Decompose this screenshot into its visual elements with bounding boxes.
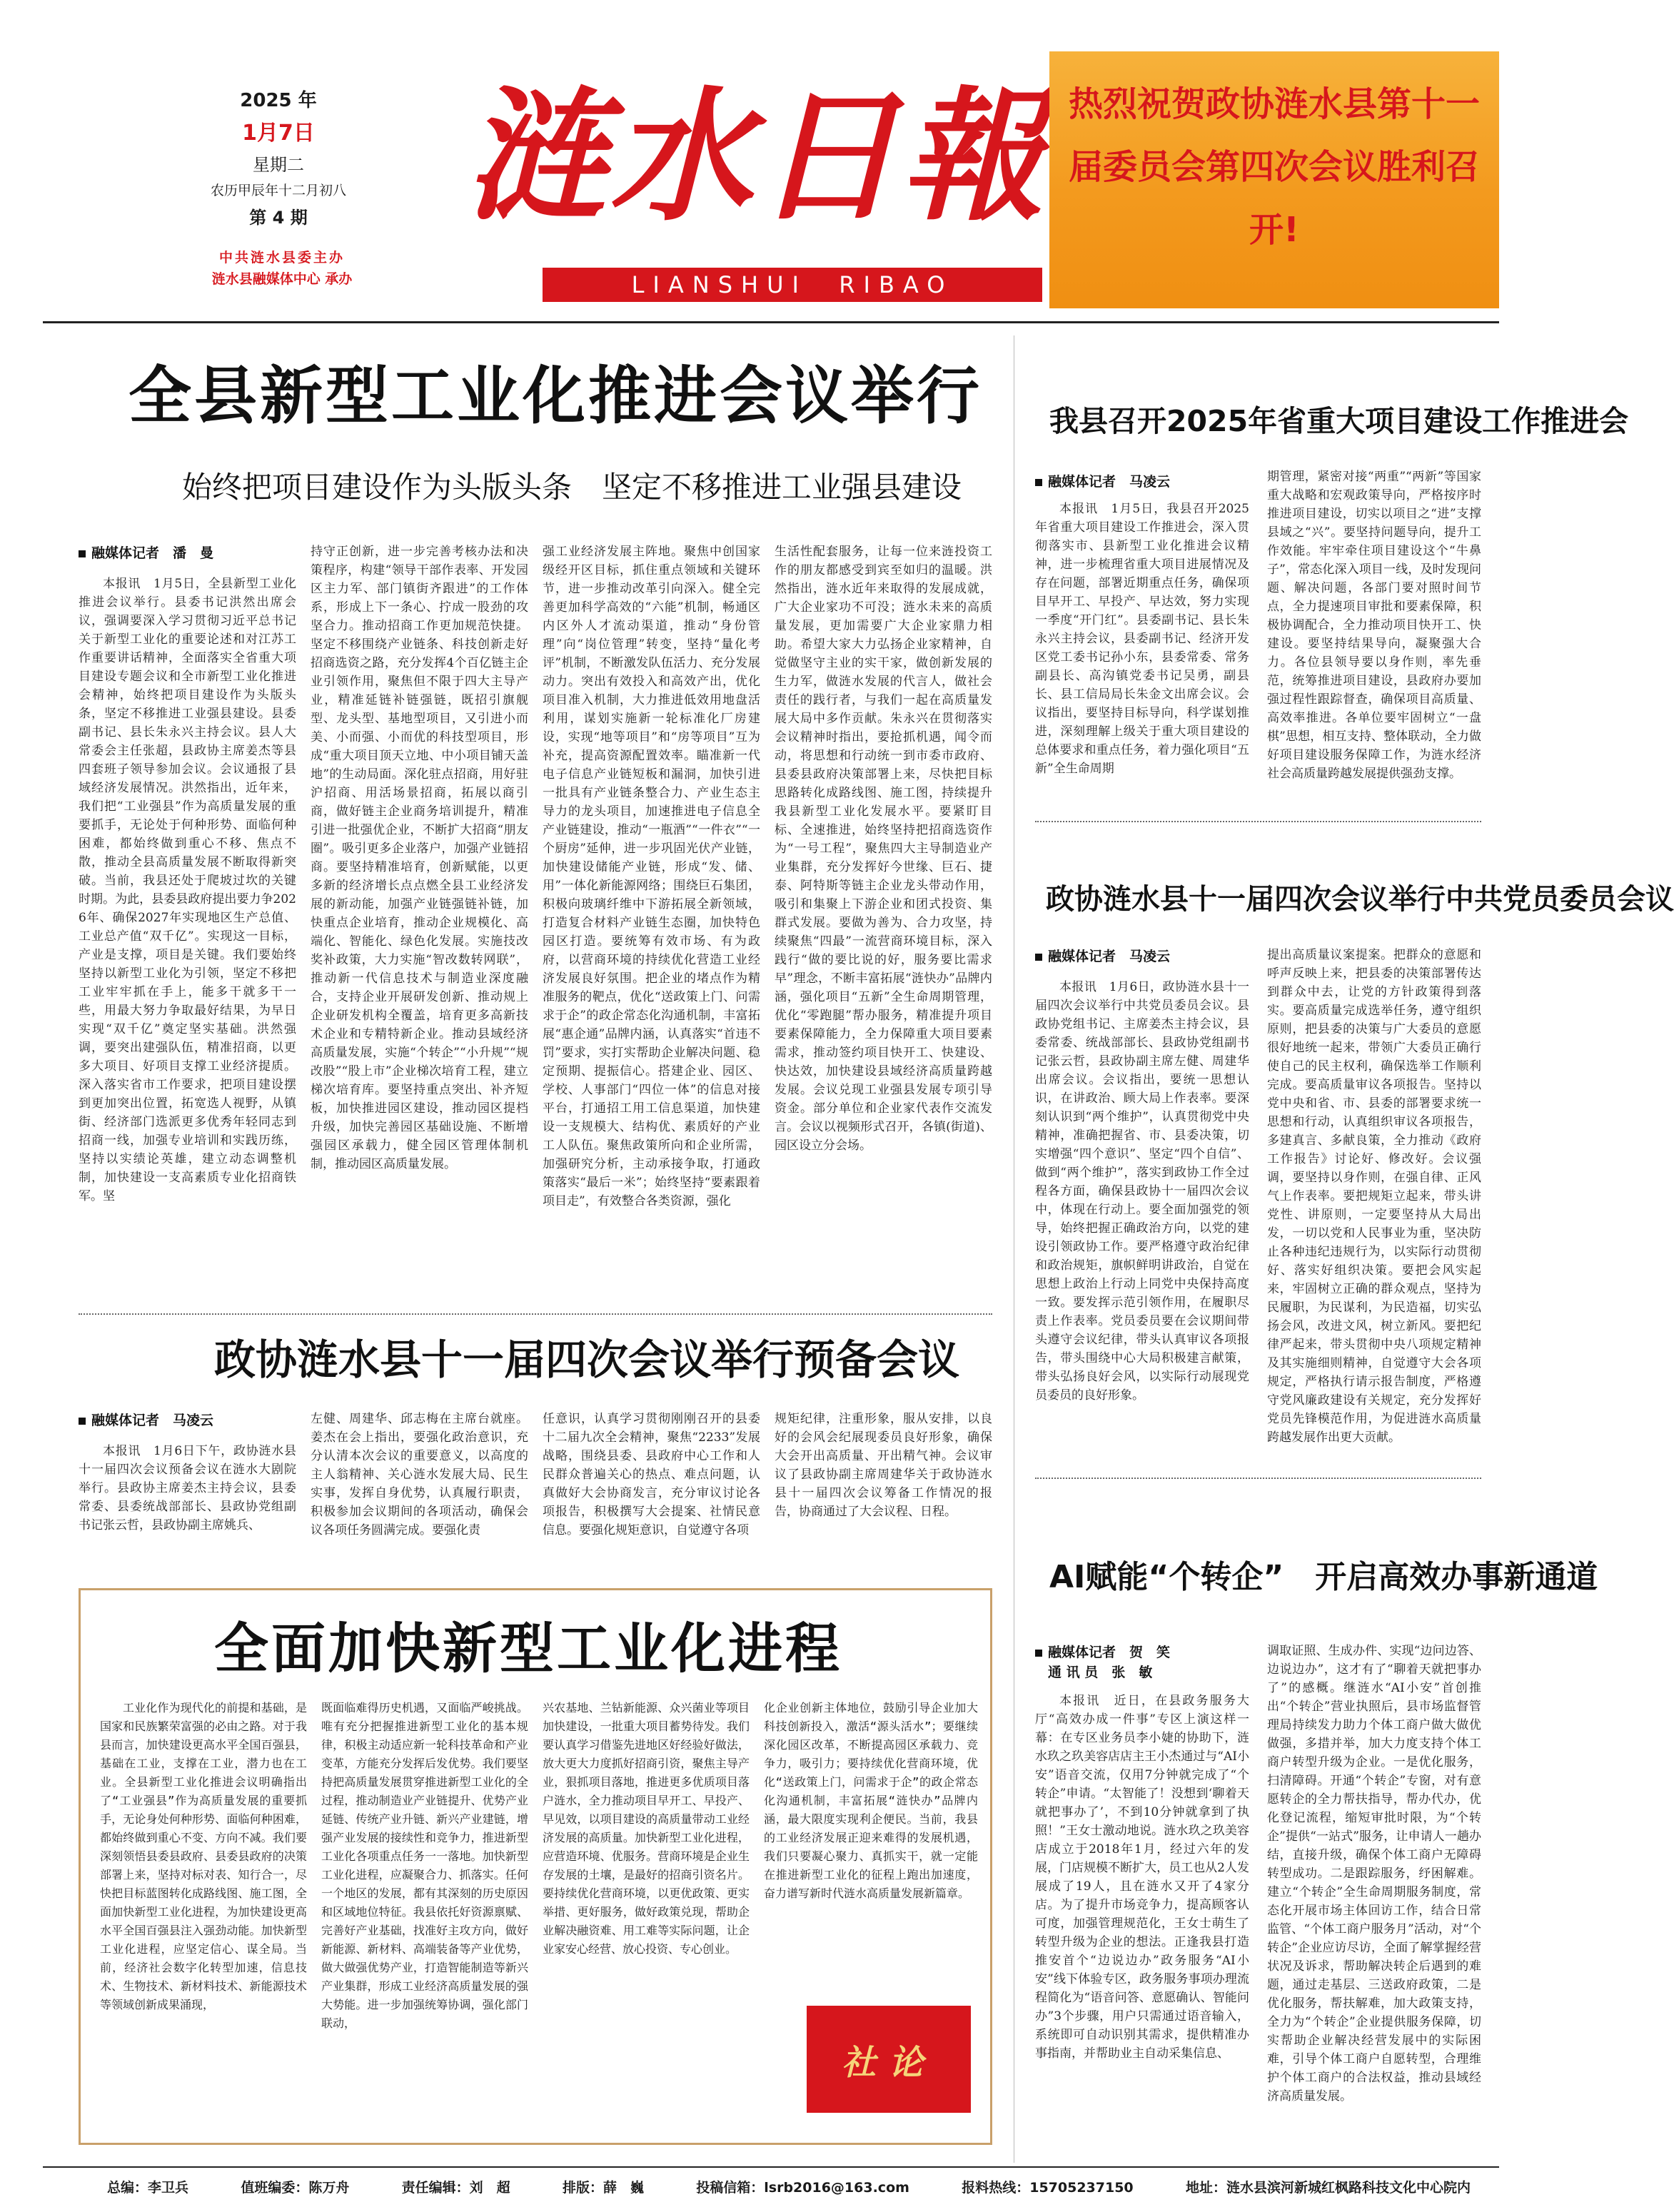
congrats-banner [1049,51,1499,308]
right3-byline-1: 融媒体记者 贺 笑 [1035,1642,1170,1661]
masthead-title: 涟水日報 [464,73,1047,241]
prep-byline: 融媒体记者 马凌云 [79,1410,213,1429]
right2-byline: 融媒体记者 马凌云 [1035,946,1170,965]
weekday: 星期二 [253,155,304,175]
right1-bottom-rule [1035,821,1481,822]
right2-column-1: 本报讯 1月6日，政协涟水县十一届四次会议举行中共党员委员会议。县政协党组书记、主席姜杰主持会议，县委常委、统战部部长、县政协党组副书记张云哲，县政协副主席左健、周建华出席会议。会议指出，要统一思想认识，在讲政治、顾大局上作表率。要深刻认识到“两个维护”，认真贯彻党中央精神，准确把握省、市、县委决策，切实增强“四个意识”、坚定“四个自信”、做到“两个维护”，落实到政协工作全过程各方面，确保县政协十一届四次会议中，体现在行动上。要全面加强党的领导，始终把握正确政治方向，以党的建设引领政协工作。要严格遵守政治纪律和政治规矩，旗帜鲜明讲政治，自觉在思想上政治上行动上同党中央保持高度一致。要发挥示范引领作用，在履职尽责上作表率。党员委员要在会议期间带头遵守会议纪律，带头认真审议各项报告，带头围绕中心大局积极建言献策，带头弘扬良好会风，以实际行动展现党员委员的良好形象。 [1035,980,1249,1403]
lead-column-3: 强工业经济发展主阵地。聚焦中创国家级经开区目标，抓住重点领域和关键环节，进一步推动改革引向深入。健全完善更加科学高效的“六能”机制，畅通区内区外人才流动渠道，推动“身份管理”向“岗位管理”转变，坚持“量化考评”机制，不断激发队伍活力、充分发展动力。突出有效投入和高效产出，优化项目准入机制，大力推进低效用地盘活利用，谋划实施新一轮标准化厂房建设，实现“地等项目”和“房等项目”互为补充，提高资源配置效率。瞄准新一代电子信息产业链短板和漏洞，加快引进一批具有产业链条整合力、产业生态主导力的龙头项目，加速推进电子信息全产业链建设，推动“一瓶酒”“一件衣”“一个厨房”延伸，进一步巩固光伏产业链，加快建设储能产业链，形成“发、储、用”一体化新能源网络；围绕巨石集团，积极向玻璃纤维中下游拓展全新领域，打造复合材料产业链生态圈，加快特色园区打造。要统筹有效市场、有为政府，以营商环境的持续优化营造工业经济发展良好氛围。把企业的堵点作为精准服务的靶点，优化“送政策上门、问需求于企”的政企常态化沟通机制，丰富拓展“惠企通”品牌内涵，认真落实“首违不罚”要求，实打实帮助企业解决问题、稳定预期、提振信心。搭建企业、园区、学校、人事部门“四位一体”的信息对接平台，打通招工用工信息渠道，加快建设一支规模大、结构优、素质好的产业工人队伍。聚焦政策所向和企业所需，加强研究分析，主动承接争取，打通政策落实“最后一米”；始终坚持“要素跟着项目走”，有效整合各类资源，强化 [543,545,760,1208]
right2-column-2: 提出高质量议案提案。把群众的意愿和呼声反映上来，把县委的决策部署传达到群众中去，让党的方针政策得到落实。要高质量完成选举任务，遵守组织原则，把县委的决策与广大委员的意愿很好地统一起来，带领广大委员正确行使自己的民主权利，确保选举工作顺利完成。要高质量审议各项报告。坚持以党中央和省、市、县委的部署要求统一思想和行动，认真组织审议各项报告，多建真言、多献良策，全力推动《政府工作报告》讨论好、修改好。会议强调，要坚持以身作则，在强自律、正风气上作表率。要把规矩立起来，带头讲党性、讲原则，一定要坚持从大局出发，一切以党和人民事业为重，坚决防止各种违纪违规行为，以实际行动贯彻好、落实好组织决策。要把会风实起来，牢固树立正确的群众观点，坚持为民履职，为民谋利，为民造福，切实弘扬会风，改进文风，树立新风。要把纪律严起来，带头贯彻中央八项规定精神及其实施细则精神，自觉遵守大会各项规定，严格执行请示报告制度，严格遵守党风廉政建设有关规定，充分发挥好党员先锋模范作用，为促进涟水高质量跨越发展作出更大贡献。 [1267,948,1481,1445]
prep-headline: 政协涟水县十一届四次会议举行预备会议 [214,1335,960,1384]
sponsor-line-1: 中共涟水县委主办 [218,250,345,266]
footer-responsible-editor: 责任编辑：刘 超 [401,2179,510,2196]
commentary-column-3: 兴农基地、兰钻新能源、众兴菌业等项目加快建设，一批重大项目蓄势待发。我们要认真学习借鉴先进地区好经验好做法，放大更大力度抓好招商引资，聚焦主导产业，狠抓项目落地，推进更多优质项目落户涟水，全力推动项目早开工、早投产、早见效，以项目建设的高质量带动工业经济发展的高质量。加快新型工业化进程，应营造环境、优服务。营商环境是企业生存发展的土壤，是最好的招商引资名片。要持续优化营商环境，以更优政策、更实举措、更好服务，做好政策兑现，帮助企业解决融资难、用工难等实际问题，让企业家安心经营、放心投资、专心创业。 [543,1701,750,1956]
prep-column-1: 本报讯 1月6日下午，政协涟水县十一届四次会议预备会议在涟水大剧院举行。县政协主席姜杰主持会议，县委常委、县委统战部部长、县政协党组副书记张云哲，县政协副主席姚兵、 [79,1444,296,1532]
lead-subtitle: 始终把项目建设作为头版头条 坚定不移推进工业强县建设 [182,470,962,505]
prep-column-2: 左健、周建华、邱志梅在主席台就座。姜杰在会上指出，要强化政治意识，充分认清本次会议的重要意义，以高度的主人翁精神、关心涟水发展大局、民生实事，发挥自身优势，认真履行职责，积极参加会议期间的各项活动，确保会议各项任务圆满完成。要强化责 [311,1412,528,1537]
right3-byline-2: 通 讯 员 张 敏 [1048,1665,1153,1680]
sponsor-block [207,247,357,290]
prep-column-3: 任意识，认真学习贯彻刚刚召开的县委十二届九次全会精神，聚焦“2233”发展战略，围绕县委、县政府中心工作和人民群众普遍关心的热点、难点问题，认真做好大会协商发言，充分审议讨论各项报告，积极撰写大会提案、社情民意信息。要强化规矩意识，自觉遵守各项 [543,1412,760,1537]
right2-headline: 政协涟水县十一届四次会议举行中共党员委员会议 [1046,883,1674,916]
right3-headline: AI赋能“个转企” 开启高效办事新通道 [1049,1559,1598,1595]
editorial-stamp [807,2006,971,2113]
footer-layout: 排版：薛 巍 [562,2179,644,2196]
commentary-column-1: 工业化作为现代化的前提和基础，是国家和民族繁荣富强的必由之路。对于我县而言，加快建设更高水平全国百强县，基础在工业，支撑在工业，潜力也在工业。全县新型工业化推进会议明确指出了“工业强县”作为高质量发展的重要抓手，无论身处何种形势、面临何种困难，都始终做到重心不变、方向不减。我们要深刻领悟县委县政府、县委县政府的决策部署上来，坚持对标对表、知行合一，尽快把目标蓝图转化成路线图、施工图，全面加快新型工业化进程，为加快建设更高水平全国百强县注入强劲动能。加快新型工业化进程，应坚定信心、谋全局。当前，经济社会数字化转型加速，信息技术、生物技术、新材料技术、新能源技术等领域创新成果涌现， [100,1701,307,2011]
right1-byline: 融媒体记者 马凌云 [1035,471,1170,490]
footer-hotline: 报料热线：15705237150 [962,2179,1134,2196]
right1-column-2: 期管理，紧密对接“两重”“两新”等国家重大战略和宏观政策导向，严格按序时推进项目建设，切实以项目之“进”支撑县域之“兴”。要坚持问题导向，提升工作效能。牢牢牵住项目建设这个“牛鼻子”，常态化深入项目一线，及时发现问题、解决问题，各部门要对照时间节点，全力提速项目审批和要素保障，积极协调配合，全力推动项目快开工、快建设。要坚持结果导向，凝聚强大合力。各位县领导要以身作则，率先垂范，统筹推进项目建设，县政府办要加强过程性跟踪督查，确保项目高质量、高效率推进。各单位要牢固树立“一盘棋”思想，相互支持、整体联动，全力做好项目建设服务保障工作，为涟水经济社会高质量跨越发展提供强劲支撑。 [1267,470,1481,781]
lead-bottom-rule [79,1313,992,1315]
right3-column-1: 本报讯 近日，在县政务服务大厅“高效办成一件事”专区上演这样一幕：在专区业务员李小婕的协助下，涟水玖之玖美容店店主王小杰通过与“AI小安”语音交流，仅用7分钟就完成了“个转企”申请。“太智能了！没想到‘聊着天就把事办了’，不到10分钟就拿到了执照！”王女士激动地说。涟水玖之玖美容店成立于2018年1月，经过六年的发展，门店规模不断扩大，员工也从2人发展成了19人，且在涟水又开了4家分店。为了提升市场竞争力，提高顾客认可度，加强管理规范化，王女士萌生了转型升级为企业的想法。正逢我县打造推安首个“边说边办”政务服务“AI小安”线下体验专区，政务服务事项办理流程简化为“语音问答、意愿确认、智能问办”3个步骤，用户只需通过语音输入，系统即可自动识别其需求，提供精准办事指南，并帮助业主自动采集信息、 [1035,1694,1249,2061]
masthead-divider [43,321,1499,323]
lead-byline: 融媒体记者 潘 曼 [79,542,213,562]
editorial-stamp-text: 社论 [841,2042,936,2083]
commentary-column-2: 既面临难得历史机遇，又面临严峻挑战。唯有充分把握推进新型工业化的基本规律，积极主动适应新一轮科技革命和产业变革，方能充分发挥后发优势。我们要坚持把高质量发展贯穿推进新型工业化的全过程，推动制造业产业链提升、优势产业延链、传统产业升链、新兴产业建链，增强产业发展的接续性和竞争力，推进新型工业化各项重点任务一一落地。加快新型工业化进程，应凝聚合力、抓落实。任何一个地区的发展，都有其深刻的历史原因和区域地位特征。我县依托好资源禀赋、完善好产业基础，找准好主攻方向，做好新能源、新材料、高端装备等产业优势，做大做强优势产业，打造智能制造等新兴产业集群，形成工业经济高质量发展的强大势能。进一步加强统筹协调，强化部门联动， [321,1701,528,2030]
commentary-column-4: 化企业创新主体地位，鼓励引导企业加大科技创新投入，激活“源头活水”；要继续深化园区改革，不断提高园区承载力、竞争力，吸引力；要持续优化营商环境，优化“送政策上门，问需求于企”的政企常态化沟通机制，丰富拓展“涟快办”品牌内涵，最大限度实现利企便民。当前，我县的工业经济发展正迎来难得的发展机遇，我们只要凝心聚力、真抓实干，就一定能在推进新型工业化的征程上跑出加速度，奋力谱写新时代涟水高质量发展新篇章。 [764,1701,978,1900]
issue-number: 第 4 期 [249,208,308,228]
lead-column-4: 生活性配套服务，让每一位来涟投资工作的朋友都感受到宾至如归的温暖。洪然指出，涟水近年来取得的发展成就，广大企业家功不可没；涟水未来的高质量发展，更加需要广大企业家鼎力相助。希望大家大力弘扬企业家精神，自觉做坚守主业的实干家，做创新发展的生力军，做涟水发展的代言人，做社会责任的践行者，与我们一起在高质量发展大局中多作贡献。朱永兴在贯彻落实会议精神时指出，要抢抓机遇，闻令而动，将思想和行动统一到市委市政府、县委县政府决策部署上来，尽快把目标思路转化成路线图、施工图，持续提升我县新型工业化发展水平。要紧盯目标、全速推进，始终坚持把招商选资作为“一号工程”，聚焦四大主导制造业产业集群，充分发挥好今世缘、巨石、捷泰、阿特斯等链主企业龙头带动作用，吸引和集聚上下游企业和团式投资、集群式发展。要做为善为、合力攻坚，持续聚焦“四最”一流营商环境目标，深入践行“做的要比说的好，服务要比需求早”理念，不断丰富拓展“涟快办”品牌内涵，强化项目“五新”全生命周期管理，优化“零跑腿”帮办服务，精准提升项目要素保障能力，全力保障重大项目要素需求，推动签约项目快开工、快建设、快达效，加快建设县域经济高质量跨越发展。会议兑现工业强县发展专项引导资金。部分单位和企业家代表作交流发言。会议以视频形式召开，各镇(街道)、园区设立分会场。 [775,545,992,1153]
lead-column-2: 持守正创新，进一步完善考核办法和决策程序，构建“领导干部作表率、开发园区主力军、部门镇街齐跟进”的工作体系，形成上下一条心、拧成一股劲的攻坚合力。推动招商工作更加规范快捷。坚定不移围绕产业链条、科技创新走好招商选资之路，充分发挥4个百亿链主企业引领作用，聚焦但不限于四大主导产业，精准延链补链强链，既招引旗舰型、龙头型、基地型项目，又引进小而美、小而强、小而优的科技型项目，形成“重大项目顶天立地、中小项目铺天盖地”的生动局面。深化驻点招商，用好驻沪招商、用活场景招商，拓展以商引商，做好链主企业商务培训提升，精准引进一批强优企业，不断扩大招商“朋友圈”。吸引更多企业落户，加强产业链招商。要坚持精准培育，创新赋能，以更多新的经济增长点点燃全县工业经济发展的新动能，加强产业链强链补链，加快重点企业培育，推动企业规模化、高端化、智能化、绿色化发展。实施技改奖补政策，大力实施“智改数转网联”，推动新一代信息技术与制造业深度融合，支持企业开展研发创新、推动规上企业研发机构全覆盖，培育更多高新技术企业和专精特新企业。推动县域经济高质量发展，实施“个转企”“小升规”“规改股”“股上市”企业梯次培育工程，建立梯次培育库。要坚持重点突出、补齐短板，加快推进园区建设，推动园区提档升级，加快完善园区基础设施、不断增强园区承载力，健全园区管理体制机制，推动园区高质量发展。 [311,545,528,1171]
right2-bottom-rule [1035,1478,1481,1479]
right1-column-1: 本报讯 1月5日，我县召开2025年省重大项目建设工作推进会，深入贯彻落实市、县新型工业化推进会议精神，进一步梳理省重大项目进展情况及存在问题，部署近期重点任务，确保项目早开工、早投产、早达效，努力实现一季度“开门红”。县委副书记、县长朱永兴主持会议，县委副书记、经济开发区党工委书记孙小东，县委常委、常务副县长、高沟镇党委书记吴勇，副县长、县工信局局长朱金文出席会议。会议指出，要坚持目标导向，科学谋划推进，深刻理解上级关于重大项目建设的总体要求和重点任务，着力强化项目“五新”全生命周期 [1035,502,1249,776]
footer-bar [43,2173,1499,2199]
date: 1月7日 [242,121,315,146]
masthead [43,36,1499,321]
footer-rule [43,2166,1499,2168]
prep-column-4: 规矩纪律，注重形象，服从安排，以良好的会风会纪展现委员良好形象，确保大会开出高质量、开出精气神。会议审议了县政协副主席周建华关于政协涟水县十一届四次会议筹备工作情况的报告，协商通过了大会议程、日程。 [775,1412,992,1519]
masthead-pinyin: LIANSHUI RIBAO [631,271,954,298]
lead-headline: 全县新型工业化推进会议举行 [128,359,983,433]
sponsor-line-2: 涟水县融媒体中心 承办 [211,271,353,287]
footer-address: 地址：涟水县滨河新城红枫路科技文化中心院内 [1185,2179,1471,2196]
lead-column-1: 本报讯 1月5日，全县新型工业化推进会议举行。县委书记洪然出席会议，强调要深入学习贯彻习近平总书记关于新型工业化的重要论述和对江苏工作重要讲话精神，全面落实全省重大项目建设专题会议和全市新型工业化推进会精神，始终把项目建设作为头版头条，坚定不移推进工业强县建设。县委副书记、县长朱永兴主持会议。县人大常委会主任张超，县政协主席姜杰等县四套班子领导参加会议。会议通报了县域经济发展情况。洪然指出，近年来，我们把“工业强县”作为高质量发展的重要抓手，无论处于何种形势、面临何种困难，都始终做到重心不移、焦点不散，推动全县高质量发展不断取得新突破。当前，我县还处于爬坡过坎的关键时期。为此，县委县政府提出要力争2026年、确保2027年实现地区生产总值、工业总产值“双千亿”。实现这一目标，产业是支撑，项目是关键。我们要始终坚持以新型工业化为引领，坚定不移把工业牢牢抓在手上，能多干就多干一些，用最大努力争取最好结果，为早日实现“双千亿”奠定坚实基础。洪然强调，要突出建强队伍，精准招商，以更多大项目、好项目支撑工业经济提质。深入落实省市工作要求，把项目建设摆到更加突出位置，拓宽选人视野，从镇街、经济部门选派更多优秀年轻同志到招商一线，加强专业培训和实践历练，坚持以实绩论英雄，建立动态调整机制，加快建设一支高素质专业化招商铁军。坚 [79,577,296,1203]
commentary-headline: 全面加快新型工业化进程 [214,1617,842,1680]
lunar-date: 农历甲辰年十二月初八 [210,183,346,198]
footer-editor-in-chief: 总编：李卫兵 [107,2179,189,2196]
year: 2025 年 [240,90,317,111]
footer-email: 投稿信箱：lsrb2016@163.com [696,2179,909,2196]
congrats-text: 热烈祝贺政协涟水县第十一届委员会第四次会议胜利召开! [1068,84,1480,250]
date-block [207,86,350,228]
right3-column-2: 调取证照、生成办件、实现“边问边答、边说边办”，这才有了“聊着天就把事办了”的感概。继涟水“AI小安”首创推出“个转企”营业执照后，县市场监督管理局持续发力助力个体工商户做大做优做强，多措并举，加大力度支持个体工商户转型升级为企业。一是优化服务，扫清障碍。开通“个转企”专窗，对有意愿转企的全力帮扶指导，帮办代办，优化登记流程，缩短审批时限，为“个转企”提供“一站式”服务，让申请人一趟办结，直接升级，确保个体工商户无障碍转型成功。二是跟踪服务，纾困解难。建立“个转企”全生命周期服务制度，常态化开展市场主体回访工作，结合日常监管、“个体工商户服务月”活动，对“个转企”企业应访尽访，全面了解掌握经营状况及诉求，帮助解决转企后遇到的难题，通过走基层、三送政府政策，二是优化服务，帮扶解难，加大政策支持，全力为“个转企”企业提供服务保障，切实帮助企业解决经营发展中的实际困难，引导个体工商户自愿转型，合理维护个体工商户的合法权益，推动县域经济高质量发展。 [1267,1644,1481,2104]
footer-duty-editor: 值班编委：陈万舟 [241,2179,350,2196]
right1-headline: 我县召开2025年省重大项目建设工作推进会 [1049,404,1629,438]
